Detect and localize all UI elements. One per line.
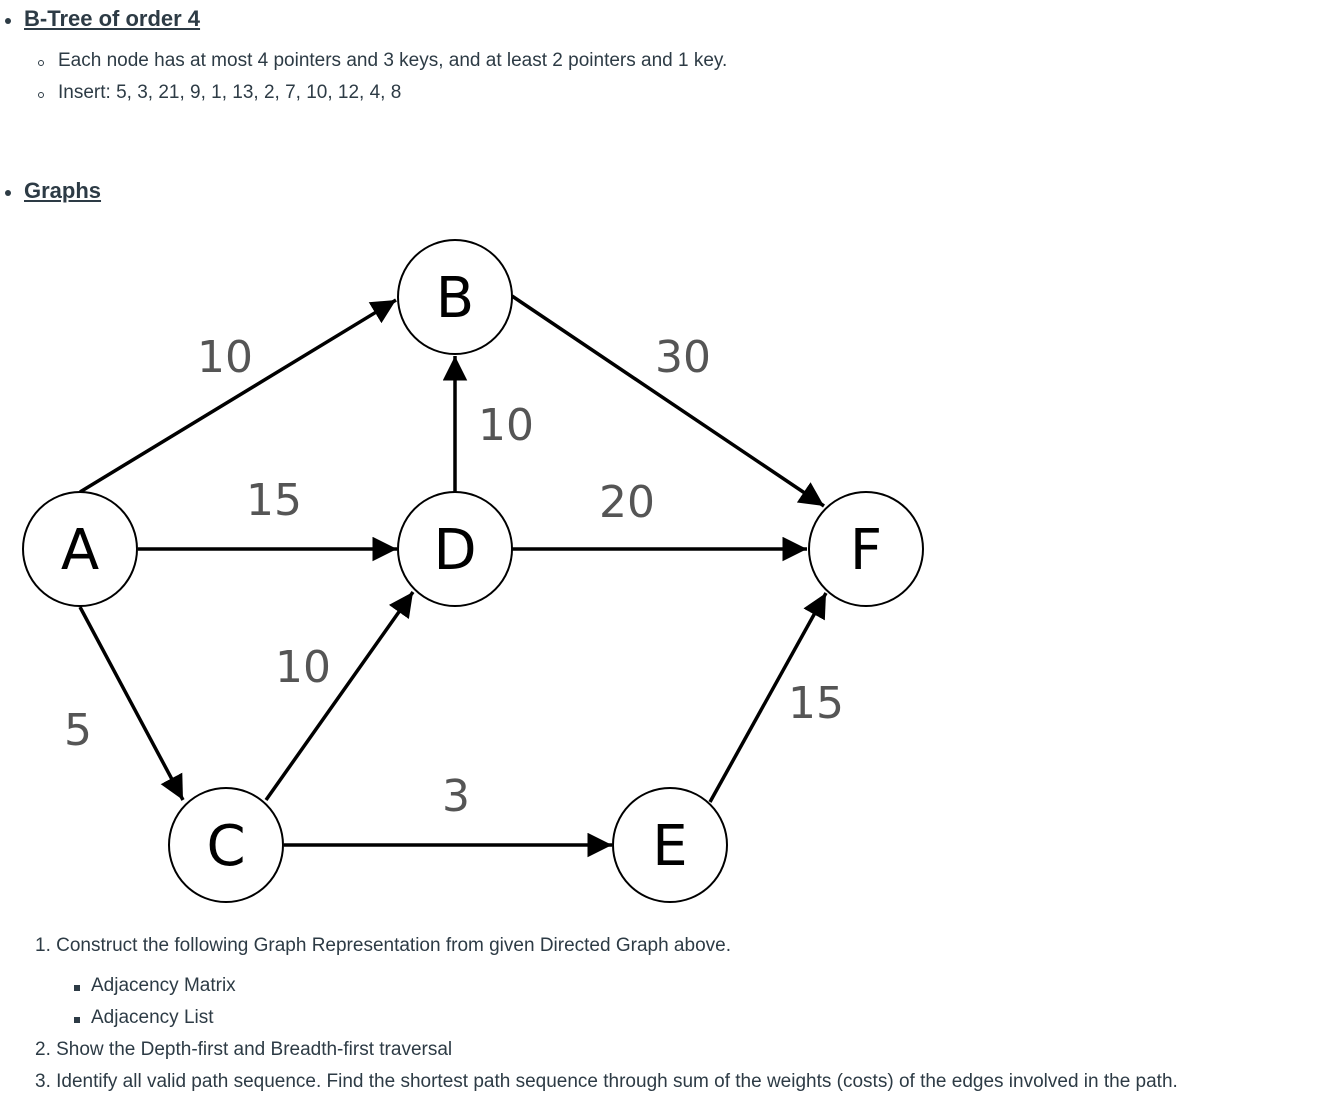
- bullet-icon: [5, 18, 11, 24]
- node-e-label: E: [652, 814, 688, 879]
- square-bullet-icon: [74, 985, 80, 991]
- weight-a-d: 15: [246, 475, 302, 526]
- task-3-text: 3. Identify all valid path sequence. Find the shortest path sequence through sum of the weights (costs) of the edges involved in the path.: [35, 1071, 1178, 1092]
- node-e: [613, 788, 727, 902]
- square-bullet-icon: [74, 1017, 80, 1023]
- task-1-text: 1. Construct the following Graph Representation from given Directed Graph above.: [35, 935, 731, 956]
- graphs-heading-link[interactable]: Graphs: [24, 178, 102, 203]
- weight-a-c: 5: [64, 705, 92, 756]
- node-c-label: C: [206, 814, 246, 879]
- weight-e-f: 15: [788, 678, 844, 729]
- edge-b-f: [512, 296, 824, 506]
- node-f-label: F: [849, 518, 883, 583]
- bullet-icon: [5, 190, 11, 196]
- btree-heading-link[interactable]: B-Tree of order 4: [24, 6, 201, 31]
- circle-bullet-icon: [38, 60, 44, 66]
- edge-a-c: [80, 607, 183, 800]
- node-c: [169, 788, 283, 902]
- directed-graph-figure: [0, 230, 960, 910]
- task-2-text: 2. Show the Depth-first and Breadth-first traversal: [35, 1039, 453, 1060]
- node-b-label: B: [435, 266, 475, 331]
- node-a: [23, 492, 137, 606]
- weight-b-f: 30: [655, 332, 711, 383]
- weight-d-f: 20: [599, 477, 655, 528]
- task-1-sub-matrix: Adjacency Matrix: [91, 975, 236, 996]
- node-d-label: D: [433, 518, 477, 583]
- btree-insert-text: Insert: 5, 3, 21, 9, 1, 13, 2, 7, 10, 12, 4, 8: [58, 82, 402, 103]
- node-b: [398, 240, 512, 354]
- task-1-sub-list: Adjacency List: [91, 1007, 214, 1028]
- weight-a-b: 10: [197, 332, 253, 383]
- weight-c-d: 10: [275, 642, 331, 693]
- edge-c-d: [266, 592, 413, 800]
- weight-d-b: 10: [478, 400, 534, 451]
- node-f: [809, 492, 923, 606]
- weight-c-e: 3: [442, 771, 470, 822]
- node-a-label: A: [60, 518, 100, 583]
- btree-rule-text: Each node has at most 4 pointers and 3 keys, and at least 2 pointers and 1 key.: [58, 50, 728, 71]
- circle-bullet-icon: [38, 92, 44, 98]
- edge-a-b: [80, 300, 396, 492]
- node-d: [398, 492, 512, 606]
